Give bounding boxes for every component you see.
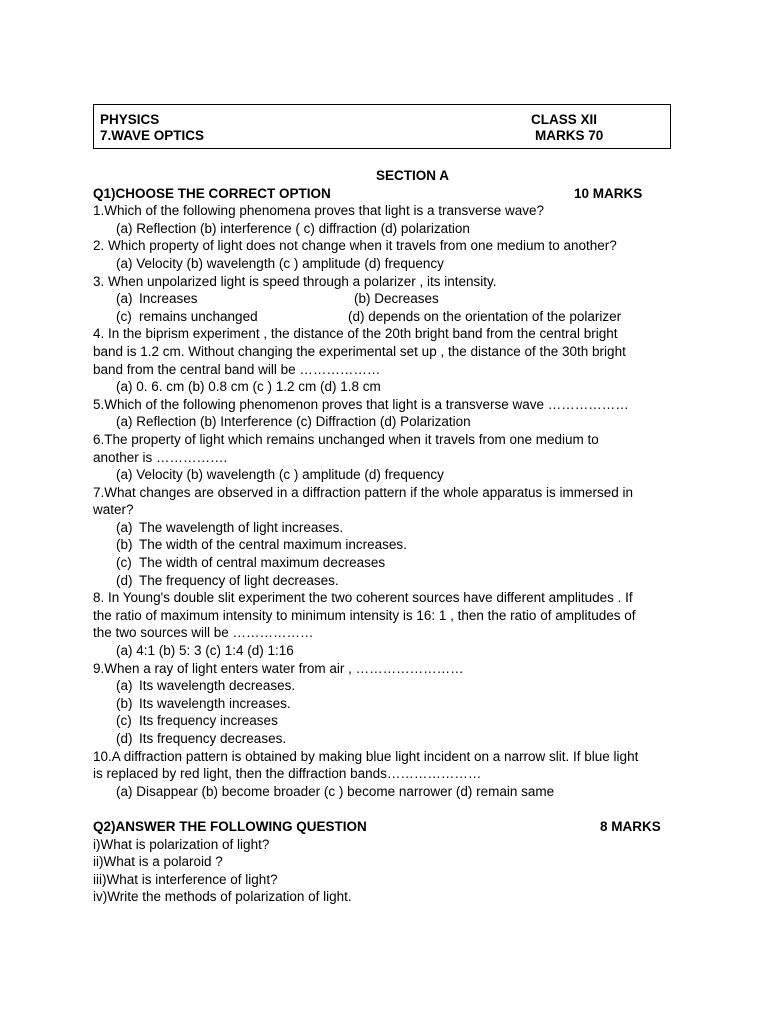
option-line [93,519,693,537]
marks-label: MARKS 70 [535,128,604,143]
question-text: band from the central band will be ……………… [93,361,381,377]
q2-marks: 8 MARKS [600,818,661,834]
option-label: (a) [116,519,133,535]
question-body [93,167,693,906]
option-text: Its wavelength increases. [139,695,291,711]
option-text: remains unchanged [139,308,258,324]
option-line: (a) Velocity (b) wavelength (c ) amplitude (d) frequency [116,255,444,271]
question-text: 4. In the biprism experiment , the distance of the 20th bright band from the central bright [93,326,618,342]
short-question: iii)What is interference of light? [93,871,278,887]
option-line [93,730,693,748]
option-label: (d) [116,572,133,588]
question-text: 3. When unpolarized light is speed through a polarizer , its intensity. [93,273,497,289]
option-label: (a) [116,291,133,307]
option-label: (d) [116,731,133,746]
option-label: (c) [116,713,132,729]
option-label: (c) [116,555,132,571]
option-pair-row [93,308,693,326]
question-text: 9.When a ray of light enters water from air , …………………… [93,660,464,676]
option-line [93,677,693,695]
option-text: (b) Decreases [354,291,439,307]
section-title: SECTION A [376,168,450,183]
option-line [93,695,693,713]
question-text: the two sources will be ……………… [93,625,314,641]
option-text: Its frequency increases [139,713,278,729]
q2-heading: Q2)ANSWER THE FOLLOWING QUESTION [93,818,367,834]
question-text: 10.A diffraction pattern is obtained by making blue light incident on a narrow slit. If blue light [93,748,639,764]
question-text: 2. Which property of light does not change when it travels from one medium to another? [93,238,617,254]
class-label: CLASS XII [531,112,598,127]
q1-question-list [93,202,693,800]
short-question: ii)What is a polaroid ? [93,854,223,870]
option-text: The width of the central maximum increases. [139,537,407,553]
option-line [93,712,693,730]
option-text: (d) depends on the orientation of the polarizer [348,308,622,324]
chapter-label: 7.WAVE OPTICS [100,128,205,143]
question-text: 7.What changes are observed in a diffraction pattern if the whole apparatus is immersed in [93,484,634,500]
option-line: (a) Disappear (b) become broader (c ) become narrower (d) remain same [116,783,555,799]
option-line: (a) Reflection (b) interference ( c) diffraction (d) polarization [116,220,470,236]
option-text: Its frequency decreases. [139,731,287,746]
question-text: band is 1.2 cm. Without changing the experimental set up , the distance of the 30th bright [93,343,626,359]
option-label: (c) [116,308,132,324]
question-text: 5.Which of the following phenomenon proves that light is a transverse wave ……………… [93,396,629,412]
question-text: water? [93,502,134,518]
option-line [93,554,693,572]
option-label: (a) [116,678,133,694]
q2-question-list [93,836,693,906]
q1-heading: Q1)CHOOSE THE CORRECT OPTION [93,185,331,201]
option-text: The width of central maximum decreases [139,555,386,571]
question-text: 8. In Young's double slit experiment the two coherent sources have different amplitudes . If [93,590,633,606]
question-text: 6.The property of light which remains unchanged when it travels from one medium to [93,431,599,447]
option-text: Increases [139,291,198,307]
question-text: the ratio of maximum intensity to minimum intensity is 16: 1 , then the ratio of amplitudes of [93,607,636,623]
option-text: Its wavelength decreases. [139,678,296,694]
question-text: 1.Which of the following phenomena proves that light is a transverse wave? [93,203,544,219]
option-label: (b) [116,537,133,553]
option-text: The wavelength of light increases. [139,519,344,535]
question-text: is replaced by red light, then the diffraction bands………………… [93,766,482,782]
option-line: (a) Reflection (b) Interference (c) Diffraction (d) Polarization [116,414,471,430]
option-label: (b) [116,695,133,711]
option-line: (a) 0. 6. cm (b) 0.8 cm (c ) 1.2 cm (d) 1.8 cm [116,379,381,395]
q1-heading-row [93,185,693,203]
option-line [93,572,693,590]
subject-label: PHYSICS [100,112,160,127]
short-question: i)What is polarization of light? [93,836,270,852]
option-text: The frequency of light decreases. [139,572,339,588]
option-pair-row [93,290,693,308]
option-line [93,536,693,554]
q1-marks: 10 MARKS [574,185,643,201]
header-box [93,104,671,149]
spacer [93,800,693,818]
short-question: iv)Write the methods of polarization of light. [93,889,352,905]
option-line: (a) Velocity (b) wavelength (c ) amplitude (d) frequency [116,467,444,483]
question-text: another is ……………. [93,449,228,465]
option-line: (a) 4:1 (b) 5: 3 (c) 1:4 (d) 1:16 [116,643,294,659]
q2-heading-row [93,818,693,836]
